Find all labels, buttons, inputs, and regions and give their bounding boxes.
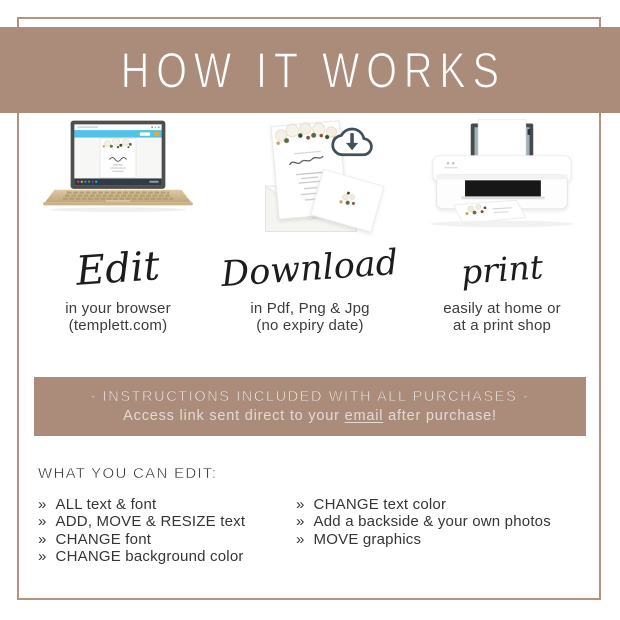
list-item: » CHANGE text color: [296, 496, 447, 513]
step-edit-label: Edit: [74, 243, 162, 295]
what-you-can-edit-section: [38, 465, 600, 565]
bullet-icon: »: [296, 513, 305, 531]
steps-row: [22, 116, 598, 334]
list-item: » CHANGE font: [38, 530, 152, 548]
info-banner: [34, 377, 586, 436]
laptop-screen: [71, 121, 166, 189]
bullet-icon: »: [38, 513, 47, 531]
step-print-label: print: [459, 246, 545, 292]
email-link-text: email: [344, 408, 384, 424]
edit-list-right: [296, 496, 551, 565]
step-download-caption: in Pdf, Png & Jpg (no expiry date): [250, 300, 370, 334]
step-print: [406, 116, 598, 334]
step-download: [214, 116, 406, 334]
list-item: » MOVE graphics: [296, 530, 422, 548]
printer-body: [433, 156, 571, 209]
page-title: HOW IT WORKS: [120, 41, 506, 99]
bullet-icon: »: [296, 530, 305, 548]
step-download-label: Download: [220, 242, 400, 296]
bullet-icon: »: [38, 530, 47, 548]
list-item: » Add a backside & your own photos: [296, 513, 551, 531]
list-item: » CHANGE background color: [38, 547, 244, 565]
bullet-icon: »: [296, 496, 305, 513]
info-banner-headline: - INSTRUCTIONS INCLUDED WITH ALL PURCHASES -: [90, 389, 530, 405]
step-print-caption: easily at home or at a print shop: [443, 300, 561, 334]
bullet-icon: »: [38, 496, 47, 513]
printed-invitation: [454, 200, 526, 224]
info-banner-subline: Access link sent direct to your email after purchase!: [123, 408, 497, 424]
list-item: » ADD, MOVE & RESIZE text: [38, 513, 246, 531]
printer-paper-tray: [471, 120, 534, 160]
step-edit: [22, 116, 214, 334]
on-screen-invitation: [100, 138, 136, 178]
header-banner: [0, 27, 620, 113]
edit-section-heading: WHAT YOU CAN EDIT:: [38, 465, 218, 482]
laptop-illustration: [28, 116, 208, 238]
laptop-body: [43, 190, 193, 212]
edit-list-left: [38, 496, 296, 565]
list-item: » ALL text & font: [38, 496, 157, 513]
bullet-icon: »: [38, 547, 47, 565]
printer-illustration: [412, 116, 592, 238]
invitation-illustration: [220, 116, 400, 238]
step-edit-caption: in your browser (templett.com): [65, 300, 171, 334]
